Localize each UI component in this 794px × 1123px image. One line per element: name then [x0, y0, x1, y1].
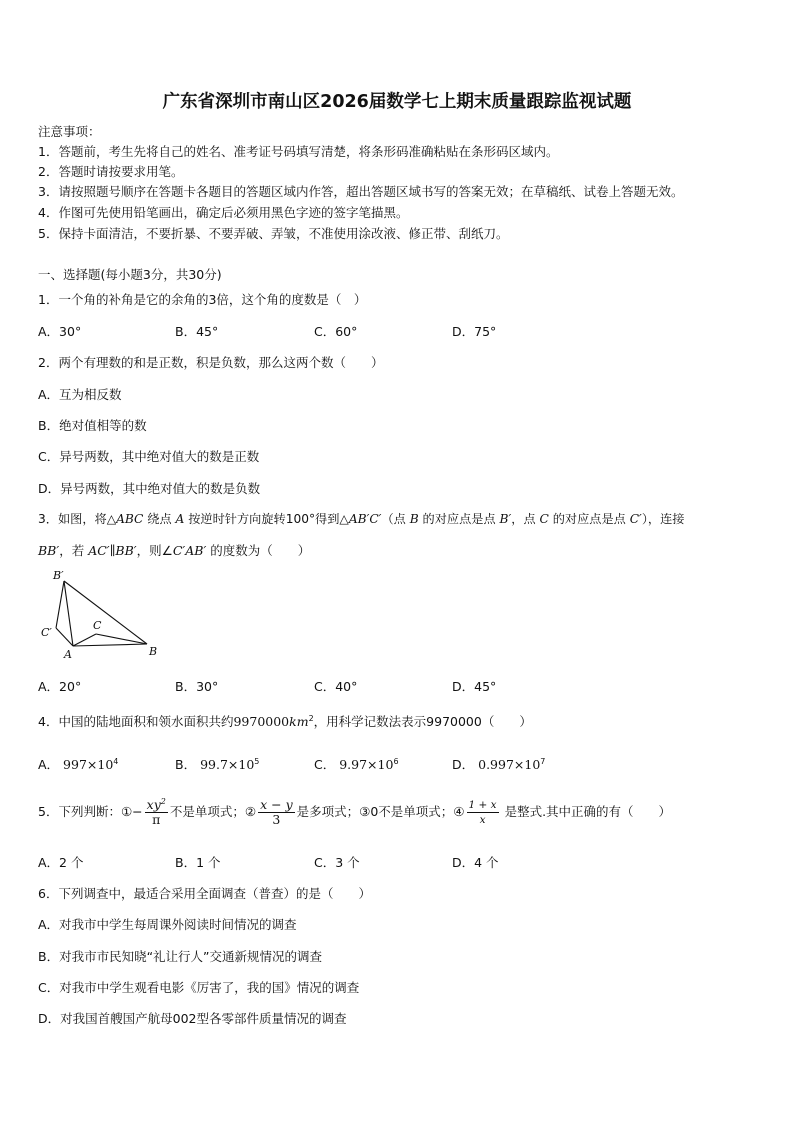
fraction-x-minus-y-over-3: $\frac{x - y}{3}$: [260, 797, 293, 827]
figure-label-c-prime: C′: [41, 626, 52, 639]
question-1-stem: 1．一个角的补角是它的余角的3倍，这个角的度数是（ ）: [38, 292, 367, 307]
question-4-option-c: C． $9.97\times 10^6$: [314, 756, 399, 772]
notice-item-4: 4．作图可先使用铅笔画出，确定后必须用黑色字迹的签字笔描黑。: [38, 205, 409, 220]
figure-segment-c-b: [96, 634, 147, 644]
notice-item-1: 1．答题前，考生先将自己的姓名、准考证号码填写清楚，将条形码准确粘贴在条形码区域内。: [38, 144, 559, 159]
question-4-option-a: A． $997\times 10^4$: [38, 756, 119, 772]
question-3-stem-line-1: 3．如图，将△ABC 绕点 A 按逆时针方向旋转100°得到△AB′C′（点 B 的对应点是点 B′，点 C 的对应点是点 C′），连接: [38, 512, 685, 526]
question-3-option-c: C．40°: [314, 679, 358, 694]
figure-segment-bprime-cprime: [56, 581, 64, 628]
question-2-option-d: D．异号两数，其中绝对值大的数是负数: [38, 481, 261, 496]
fraction-1-plus-x-over-x: $\frac{1 + x}{x}$: [468, 799, 497, 826]
figure-label-c: C: [93, 619, 102, 632]
question-2-stem: 2．两个有理数的和是正数，积是负数，那么这两个数（ ）: [38, 355, 384, 370]
notice-item-3: 3．请按照题号顺序在答题卡各题目的答题区域内作答，超出答题区域书写的答案无效；在草稿纸、试卷上答题无效。: [38, 184, 684, 199]
question-5-option-b: B．1 个: [175, 855, 221, 870]
question-3-figure: [36, 566, 166, 662]
question-4-option-b: B． $99.7\times 10^5$: [175, 756, 260, 772]
figure-label-b-prime: B′: [53, 569, 64, 582]
question-1-option-d: D．75°: [452, 324, 497, 339]
question-5-stem: 5．下列判断：①− $\frac{xy^2}{\pi}$ 不是单项式；② $\frac{x - y}{3}$ 是多项式；③0不是单项式；④ $\frac{1 + x}{x}$ 是整式.其中正确的有（ ）: [38, 796, 672, 827]
question-1-option-c: C．60°: [314, 324, 358, 339]
question-6-option-a: A．对我市中学生每周课外阅读时间情况的调查: [38, 917, 297, 932]
question-6-stem: 6．下列调查中，最适合采用全面调查（普查）的是（ ）: [38, 886, 371, 901]
question-3-option-a: A．20°: [38, 679, 82, 694]
question-2-option-c: C．异号两数，其中绝对值大的数是正数: [38, 449, 260, 464]
figure-segment-a-c: [73, 634, 96, 646]
question-5-option-c: C．3 个: [314, 855, 360, 870]
figure-segment-a-b: [73, 644, 147, 646]
question-3-stem-line-2: BB′，若 AC′∥BB′，则∠C′AB′ 的度数为（ ）: [38, 543, 311, 558]
question-3-option-b: B．30°: [175, 679, 219, 694]
question-5-option-a: A．2 个: [38, 855, 84, 870]
figure-label-a: A: [64, 648, 72, 661]
question-6-option-c: C．对我市中学生观看电影《厉害了，我的国》情况的调查: [38, 980, 360, 995]
notice-header: 注意事项：: [38, 124, 101, 139]
question-6-option-d: D．对我国首艘国产航母002型各零部件质量情况的调查: [38, 1011, 347, 1026]
figure-label-b: B: [149, 645, 158, 658]
fraction-xy2-over-pi: $\frac{xy^2}{\pi}$: [146, 796, 166, 827]
figure-segment-bprime-b: [64, 581, 147, 644]
question-4-stem: 4．中国的陆地面积和领水面积共约$9970000km^2$，用科学记数法表示9970000（ ）: [38, 713, 532, 729]
notice-item-2: 2．答题时请按要求用笔。: [38, 164, 184, 179]
page-title: 广东省深圳市南山区2026届数学七上期末质量跟踪监视试题: [162, 92, 632, 112]
notice-item-5: 5．保持卡面清洁，不要折暴、不要弄破、弄皱，不准使用涂改液、修正带、刮纸刀。: [38, 226, 509, 241]
question-5-option-d: D．4 个: [452, 855, 499, 870]
question-6-option-b: B．对我市市民知晓“礼让行人”交通新规情况的调查: [38, 949, 323, 964]
section-heading: 一、选择题(每小题3分，共30分): [38, 267, 222, 282]
question-1-option-b: B．45°: [175, 324, 219, 339]
question-4-option-d: D． $0.997\times 10^7$: [452, 756, 546, 772]
question-2-option-a: A．互为相反数: [38, 387, 122, 402]
figure-segment-bprime-a: [64, 581, 73, 646]
question-2-option-b: B．绝对值相等的数: [38, 418, 147, 433]
question-3-option-d: D．45°: [452, 679, 497, 694]
question-1-option-a: A．30°: [38, 324, 82, 339]
